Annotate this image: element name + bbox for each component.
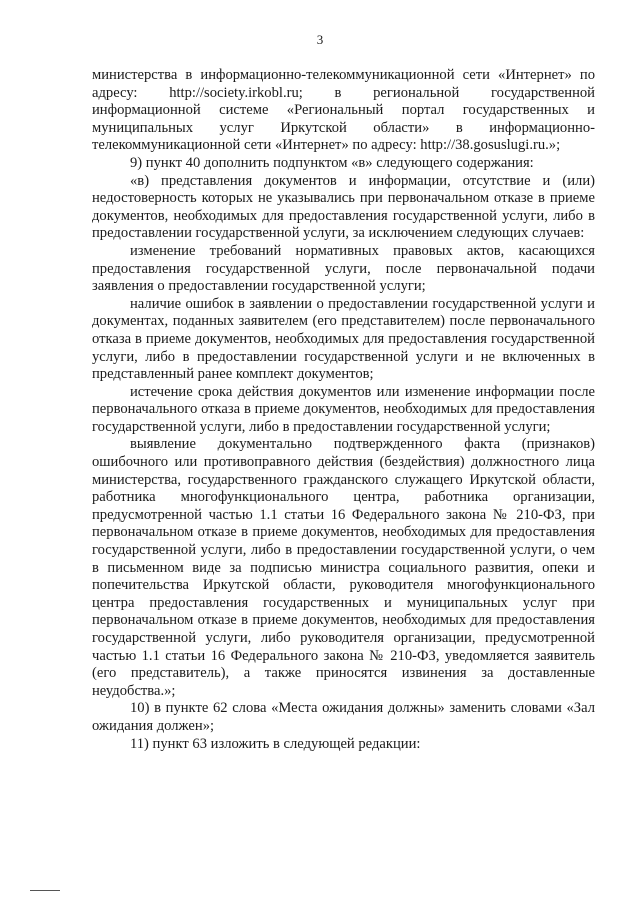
paragraph-7: выявление документально подтвержденного факта (признаков) ошибочного или противоправного действия (бездействия) должностного лица министерства, государственного гражданского служащего Иркутской области, работника многофункционального центра, работника организации, предусмотренной частью 1.1 статьи 16 Федерального закона № 210-ФЗ, при первоначальном отказе в приеме документов, необходимых для предоставления государственной услуги, либо в предоставлении государственной услуги, о чем в письменном виде за подписью министра социального развития, опеки и попечительства Иркутской области, руководителя многофункционального центра предоставления государственных и муниципальных услуг при первоначальном отказе в приеме документов, необходимых для предоставления государственной услуги, либо руководителя организации, предусмотренной частью 1.1 статьи 16 Федерального закона № 210-ФЗ, уведомляется заявитель (его представитель), а также приносятся извинения за доставленные неудобства.»; <box>92 436 595 699</box>
paragraph-1: министерства в информационно-телекоммуникационной сети «Интернет» по адресу: http://society.irkobl.ru; в региональной государственной информационной системе «Региональный портал государственных и муниципальных услуг Иркутской области» в информационно-телекоммуникационной сети «Интернет» по адресу: http://38.gosuslugi.ru.»; <box>92 67 595 154</box>
page-number: 3 <box>316 32 324 47</box>
paragraph-4: изменение требований нормативных правовых актов, касающихся предоставления государственной услуги, после первоначальной подачи заявления о предоставлении государственной услуги; <box>92 242 595 295</box>
document-body <box>92 67 595 753</box>
paragraph-6: истечение срока действия документов или изменение информации после первоначального отказа в приеме документов, необходимых для предоставления государственной услуги, либо в предоставлении государственной услуги; <box>92 383 595 435</box>
paragraph-8: 10) в пункте 62 слова «Места ожидания должны» заменить словами «Зал ожидания должен»; <box>92 700 595 734</box>
scan-mark-line <box>30 890 60 891</box>
paragraph-9: 11) пункт 63 изложить в следующей редакции: <box>130 735 421 752</box>
paragraph-3: «в) представления документов и информации, отсутствие и (или) недостоверность которых не указывались при первоначальном отказе в приеме документов, необходимых для предоставления государственной услуги, либо в предоставлении государственной услуги, за исключением следующих случаев: <box>92 172 595 242</box>
paragraph-5: наличие ошибок в заявлении о предоставлении государственной услуги и документах, поданных заявителем (его представителем) после первоначального отказа в приеме документов, необходимых для предоставления государственной услуги, либо в предоставлении государственной услуги и не включенных в представленный ранее комплект документов; <box>92 295 595 383</box>
paragraph-2: 9) пункт 40 дополнить подпунктом «в» следующего содержания: <box>130 154 534 171</box>
